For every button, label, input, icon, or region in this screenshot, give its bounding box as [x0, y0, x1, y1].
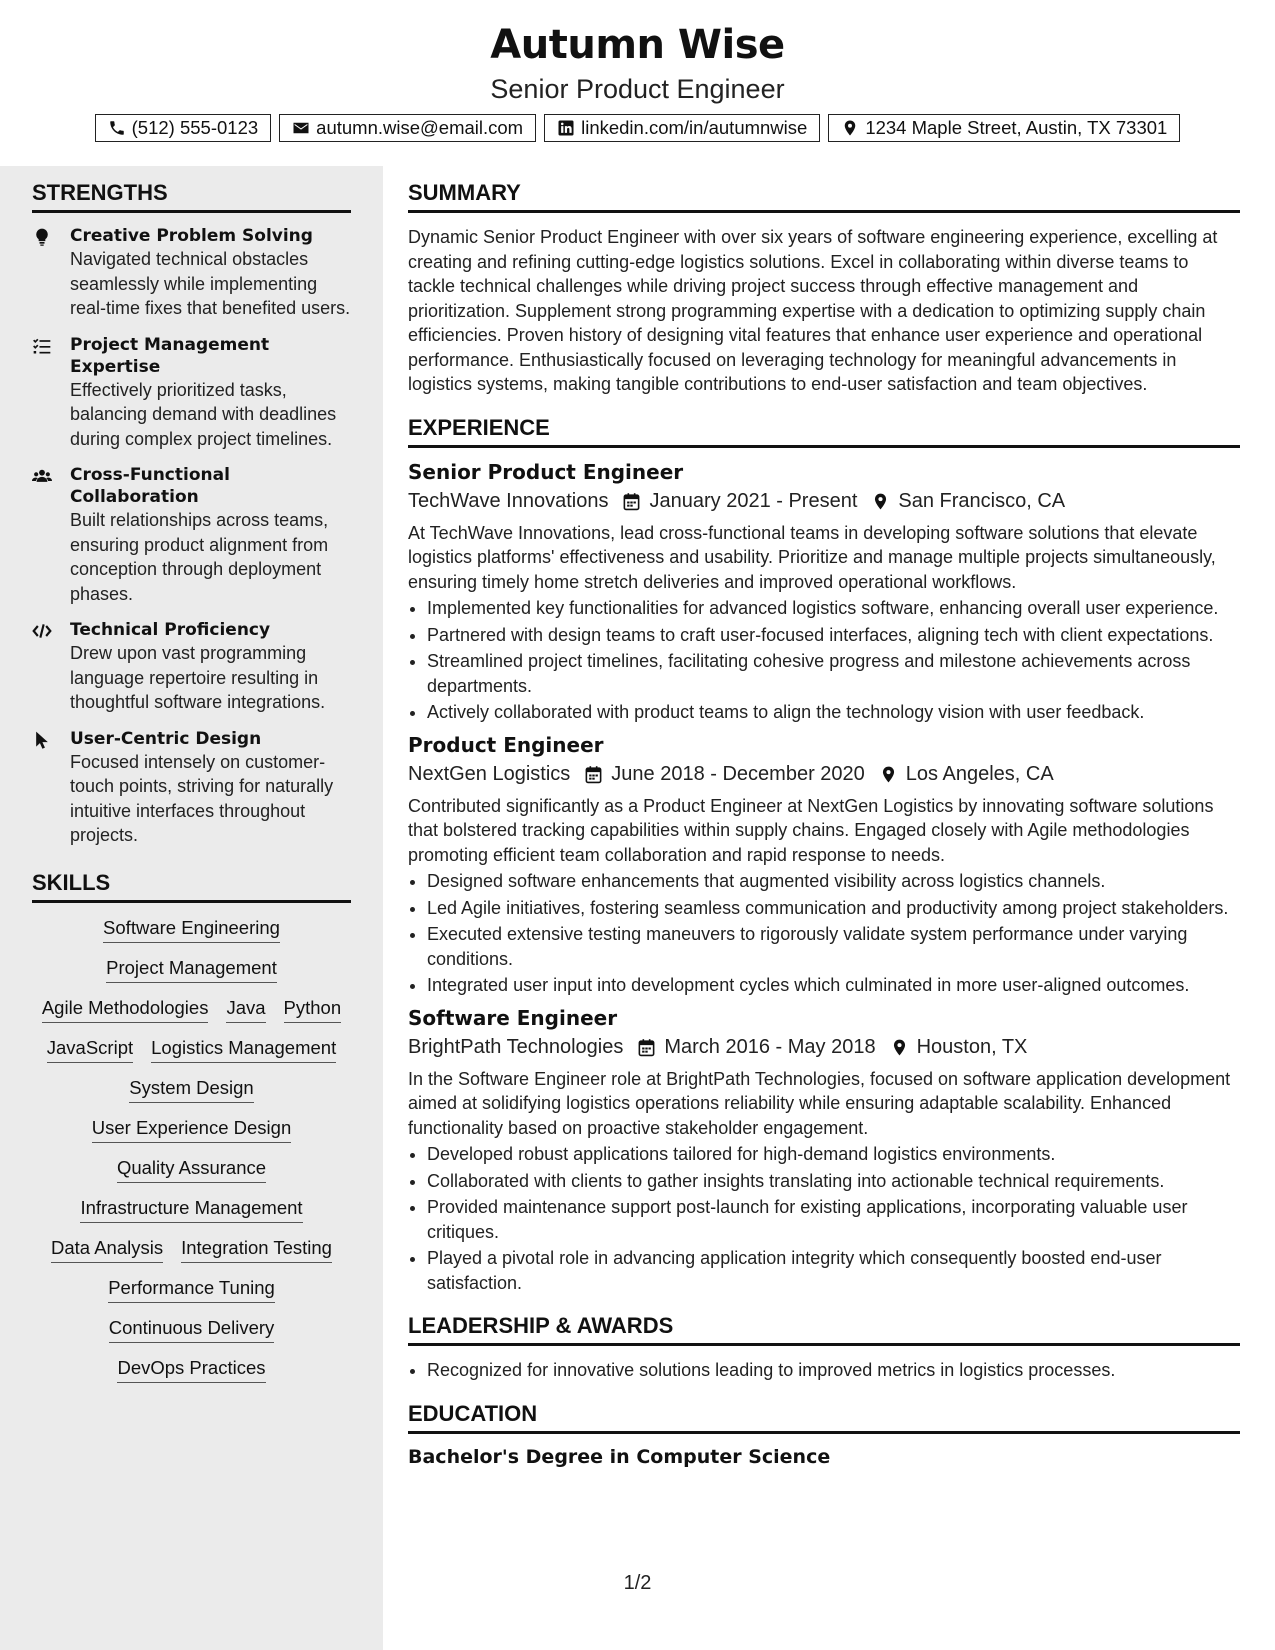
lightbulb-icon — [32, 227, 52, 247]
map-pin-icon — [890, 1038, 909, 1057]
skill-tag: Python — [284, 997, 342, 1023]
skills-row — [32, 1157, 351, 1183]
job-bullets — [408, 1142, 1240, 1295]
job-dates: January 2021 - Present — [649, 489, 858, 512]
strength-item — [32, 225, 351, 321]
strengths-heading: STRENGTHS — [32, 180, 351, 213]
skills-heading: SKILLS — [32, 870, 351, 903]
job-location: Houston, TX — [916, 1035, 1028, 1058]
job-company: NextGen Logistics — [408, 762, 571, 785]
job-location: Los Angeles, CA — [905, 762, 1054, 785]
job-description: In the Software Engineer role at BrightPath Technologies, focused on software application development aimed at solidifying logistics operations reliability while ensuring adaptable scalability. Enhanced functionality based on proactive stakeholder engagement. — [408, 1068, 1231, 1138]
contact-phone-text: (512) 555-0123 — [131, 117, 259, 138]
job-dates: March 2016 - May 2018 — [664, 1035, 876, 1058]
job-title: Senior Product Engineer — [408, 459, 684, 484]
skill-tag: Integration Testing — [181, 1237, 332, 1263]
job-company: BrightPath Technologies — [408, 1035, 624, 1058]
users-icon — [32, 466, 52, 486]
job-meta — [408, 1036, 1240, 1059]
contact-address[interactable] — [828, 114, 1180, 142]
skill-tag: DevOps Practices — [117, 1357, 265, 1383]
skills-row — [32, 917, 351, 943]
strength-desc: Focused intensely on customer-touch points, striving for naturally intuitive interfaces throughout projects. — [70, 751, 334, 845]
skill-tag: Project Management — [106, 957, 277, 983]
job-title: Product Engineer — [408, 732, 604, 757]
award-item: • Recognized for innovative solutions leading to improved metrics in logistics processes. — [427, 1358, 1240, 1383]
sidebar — [0, 166, 383, 1650]
strength-title: Cross-Functional Collaboration — [70, 465, 230, 507]
skills-row — [32, 1237, 351, 1263]
summary-heading: SUMMARY — [408, 180, 1240, 213]
job-bullet: • Developed robust applications tailored for high-demand logistics environments. — [427, 1142, 1240, 1167]
calendar-icon — [622, 492, 641, 511]
skill-tag: Agile Methodologies — [42, 997, 209, 1023]
contact-email[interactable] — [279, 114, 536, 142]
strength-desc: Effectively prioritized tasks, balancing demand with deadlines during complex project timelines. — [70, 379, 337, 449]
job-bullets — [408, 596, 1240, 725]
strength-item — [32, 334, 351, 452]
job-bullet: • Streamlined project timelines, facilitating cohesive progress and milestone achievements across departments. — [427, 649, 1240, 698]
job-bullet: • Implemented key functionalities for advanced logistics software, enhancing overall user experience. — [427, 596, 1240, 621]
map-pin-icon — [871, 492, 890, 511]
calendar-icon — [584, 765, 603, 784]
job-bullet: • Led Agile initiatives, fostering seamless communication and productivity among project stakeholders. — [427, 896, 1240, 921]
job-bullet: • Provided maintenance support post-launch for existing applications, incorporating valuable user critiques. — [427, 1195, 1240, 1244]
contact-linkedin[interactable] — [544, 114, 820, 142]
calendar-icon — [637, 1038, 656, 1057]
skill-tag: Logistics Management — [151, 1037, 336, 1063]
strength-desc: Drew upon vast programming language repertoire resulting in thoughtful software integrations. — [70, 643, 326, 712]
job-title: Software Engineer — [408, 1005, 618, 1030]
awards-heading: LEADERSHIP & AWARDS — [408, 1313, 1240, 1346]
strength-desc: Built relationships across teams, ensuring product alignment from conception through deployment phases. — [70, 510, 329, 604]
job-meta — [408, 490, 1240, 513]
skills-row — [32, 957, 351, 983]
candidate-name: Autumn Wise — [490, 22, 785, 68]
contact-address-text: 1234 Maple Street, Austin, TX 73301 — [865, 117, 1168, 138]
resume-header — [0, 0, 1275, 166]
candidate-headline: Senior Product Engineer — [490, 74, 785, 104]
skill-tag: System Design — [129, 1077, 253, 1103]
skill-tag: JavaScript — [47, 1037, 133, 1063]
strength-title: User-Centric Design — [70, 728, 262, 749]
job-bullet: • Played a pivotal role in advancing application integrity which consequently boosted end-user satisfaction. — [427, 1246, 1240, 1295]
envelope-icon — [292, 119, 310, 137]
skills-row — [32, 1117, 351, 1143]
summary-section — [408, 180, 1240, 397]
linkedin-icon — [557, 119, 575, 137]
strength-desc: Navigated technical obstacles seamlessly while implementing real-time fixes that benefited users. — [70, 249, 351, 318]
strength-item — [32, 619, 351, 715]
skill-tag: User Experience Design — [92, 1117, 291, 1143]
job-bullet: • Partnered with design teams to craft user-focused interfaces, aligning tech with client expectations. — [427, 623, 1240, 648]
skills-row — [32, 1317, 351, 1343]
job-company: TechWave Innovations — [408, 489, 609, 512]
job-bullet: • Integrated user input into development cycles which culminated in more user-aligned outcomes. — [427, 973, 1240, 998]
experience-heading: EXPERIENCE — [408, 415, 1240, 448]
awards-section — [408, 1313, 1240, 1383]
job-bullet: • Collaborated with clients to gather insights translating into actionable technical requirements. — [427, 1169, 1240, 1194]
skills-row — [32, 997, 351, 1023]
contact-linkedin-text: linkedin.com/in/autumnwise — [581, 117, 808, 138]
experience-section — [408, 415, 1240, 1296]
map-pin-icon — [841, 119, 859, 137]
education-degree: Bachelor's Degree in Computer Science — [408, 1445, 831, 1468]
skill-tag: Software Engineering — [103, 917, 280, 943]
job-description: Contributed significantly as a Product Engineer at NextGen Logistics by innovating software solutions that bolstered tracking capabilities within supply chains. Engaged closely with Agile methodologies promoting efficient team collaboration and rapid response to needs. — [408, 795, 1214, 865]
strength-item — [32, 464, 351, 606]
contact-bar — [0, 114, 1275, 142]
education-heading: EDUCATION — [408, 1401, 1240, 1434]
skill-tag: Continuous Delivery — [109, 1317, 275, 1343]
skills-row — [32, 1277, 351, 1303]
cursor-icon — [32, 730, 52, 750]
summary-text: Dynamic Senior Product Engineer with over six years of software engineering experience, excelling at creating and refining cutting-edge logistics solutions. Excel in collaborating within diverse teams to tackle technical challenges while driving project success through effective management and prioritization. Supplement strong programming expertise with a dedication to optimizing supply chain efficiencies. Proven history of designing vital features that enhance user experience and operational performance. Enthusiastically focused on leveraging technology for meaningful advancements in logistics systems, making tangible contributions to end-user satisfaction and team objectives. — [408, 227, 1218, 394]
skills-row — [32, 1357, 351, 1383]
job-entry — [408, 460, 1240, 725]
strength-title: Creative Problem Solving — [70, 226, 313, 246]
job-bullet: • Designed software enhancements that augmented visibility across logistics channels. — [427, 869, 1240, 894]
strength-item — [32, 728, 351, 848]
main-content — [408, 180, 1240, 1486]
job-bullets — [408, 869, 1240, 998]
skill-tag: Performance Tuning — [108, 1277, 275, 1303]
skills-row — [32, 1037, 351, 1063]
strength-title: Project Management Expertise — [70, 334, 270, 377]
skill-tag: Quality Assurance — [117, 1157, 266, 1183]
skill-tag: Infrastructure Management — [80, 1197, 302, 1223]
job-bullet: • Executed extensive testing maneuvers to rigorously validate system performance under varying conditions. — [427, 922, 1240, 971]
map-pin-icon — [879, 765, 898, 784]
job-meta — [408, 763, 1240, 786]
contact-phone[interactable] — [95, 114, 272, 142]
job-location: San Francisco, CA — [898, 489, 1066, 512]
job-bullet: • Actively collaborated with product teams to align the technology vision with user feedback. — [427, 700, 1240, 725]
page-number: 1/2 — [623, 1572, 652, 1594]
skill-tag: Data Analysis — [51, 1237, 163, 1263]
job-dates: June 2018 - December 2020 — [611, 762, 865, 785]
skills-row — [32, 1197, 351, 1223]
phone-icon — [108, 119, 126, 137]
strength-title: Technical Proficiency — [70, 620, 271, 640]
awards-list — [408, 1358, 1240, 1383]
job-entry — [408, 733, 1240, 998]
skills-row — [32, 1077, 351, 1103]
skill-tag: Java — [226, 997, 265, 1023]
education-section — [408, 1401, 1240, 1468]
job-entry — [408, 1006, 1240, 1296]
contact-email-text: autumn.wise@email.com — [316, 117, 524, 138]
code-icon — [32, 621, 52, 641]
job-description: At TechWave Innovations, lead cross-functional teams in developing software solutions that elevate logistics platforms' effectiveness and usability. Prioritize and manage multiple projects simultaneously, ensuring timely home stretch deliveries and improved operational workflows. — [408, 522, 1216, 592]
tasks-list-icon — [32, 336, 52, 356]
